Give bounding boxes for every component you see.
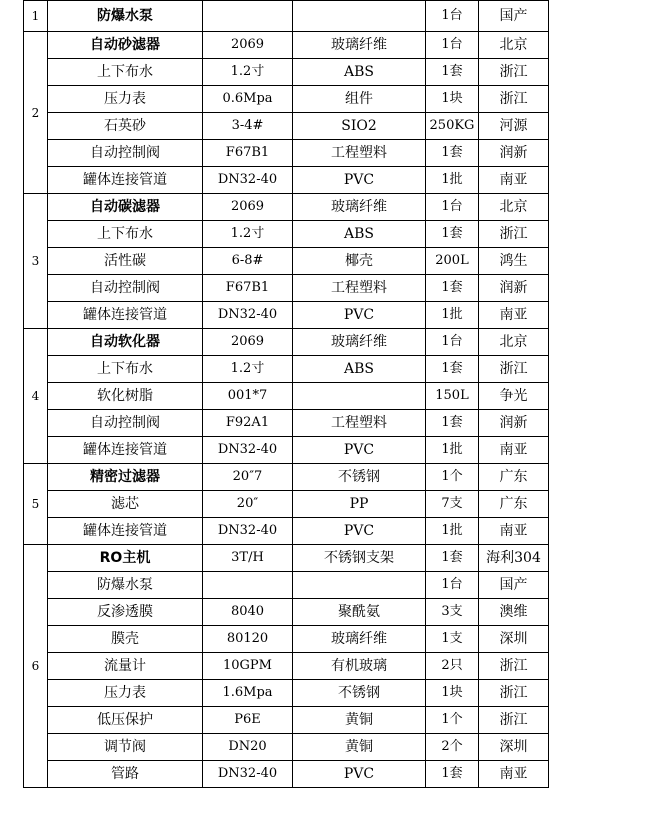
item-origin-cell: 浙江 — [479, 707, 549, 734]
item-name-cell: 精密过滤器 — [48, 464, 203, 491]
item-material-cell: 黄铜 — [293, 707, 426, 734]
item-quantity-cell: 1套 — [426, 356, 479, 383]
item-material-cell: ABS — [293, 221, 426, 248]
item-material-cell: PVC — [293, 302, 426, 329]
item-name-cell: 上下布水 — [48, 59, 203, 86]
item-spec-cell: 1.2寸 — [203, 59, 293, 86]
table-row — [24, 113, 549, 140]
item-spec-cell: F92A1 — [203, 410, 293, 437]
item-material-cell: ABS — [293, 356, 426, 383]
group-index-cell: 3 — [24, 194, 48, 329]
item-quantity-cell: 250KG — [426, 113, 479, 140]
item-name-cell: RO主机 — [48, 545, 203, 572]
item-origin-cell: 国产 — [479, 1, 549, 32]
table-row — [24, 383, 549, 410]
group-index-cell: 6 — [24, 545, 48, 788]
item-origin-cell: 国产 — [479, 572, 549, 599]
item-quantity-cell: 1块 — [426, 680, 479, 707]
item-origin-cell: 浙江 — [479, 653, 549, 680]
item-spec-cell: DN32-40 — [203, 167, 293, 194]
item-name-cell: 滤芯 — [48, 491, 203, 518]
item-origin-cell: 南亚 — [479, 518, 549, 545]
item-origin-cell: 鸿生 — [479, 248, 549, 275]
item-material-cell: 有机玻璃 — [293, 653, 426, 680]
item-material-cell: 聚酰氨 — [293, 599, 426, 626]
item-name-cell: 防爆水泵 — [48, 1, 203, 32]
item-quantity-cell: 200L — [426, 248, 479, 275]
item-quantity-cell: 1套 — [426, 545, 479, 572]
table-row — [24, 32, 549, 59]
item-name-cell: 上下布水 — [48, 221, 203, 248]
item-name-cell: 自动碳滤器 — [48, 194, 203, 221]
item-origin-cell: 浙江 — [479, 221, 549, 248]
table-row — [24, 491, 549, 518]
item-spec-cell: DN32-40 — [203, 761, 293, 788]
item-spec-cell: DN20 — [203, 734, 293, 761]
item-spec-cell: 001*7 — [203, 383, 293, 410]
item-quantity-cell: 1台 — [426, 32, 479, 59]
item-origin-cell: 广东 — [479, 464, 549, 491]
item-spec-cell: 3-4# — [203, 113, 293, 140]
item-name-cell: 石英砂 — [48, 113, 203, 140]
item-spec-cell: 0.6Mpa — [203, 86, 293, 113]
item-spec-cell: F67B1 — [203, 140, 293, 167]
item-spec-cell: DN32-40 — [203, 302, 293, 329]
item-origin-cell: 南亚 — [479, 437, 549, 464]
item-spec-cell: 80120 — [203, 626, 293, 653]
item-quantity-cell: 1批 — [426, 518, 479, 545]
item-quantity-cell: 3支 — [426, 599, 479, 626]
item-material-cell: PVC — [293, 761, 426, 788]
item-name-cell: 压力表 — [48, 86, 203, 113]
item-name-cell: 膜壳 — [48, 626, 203, 653]
item-material-cell — [293, 572, 426, 599]
item-material-cell: SIO2 — [293, 113, 426, 140]
item-spec-cell — [203, 572, 293, 599]
group-index-cell: 5 — [24, 464, 48, 545]
item-name-cell: 流量计 — [48, 653, 203, 680]
item-material-cell: 工程塑料 — [293, 140, 426, 167]
item-origin-cell: 南亚 — [479, 167, 549, 194]
item-material-cell: PVC — [293, 167, 426, 194]
item-name-cell: 自动控制阀 — [48, 410, 203, 437]
item-material-cell: 工程塑料 — [293, 410, 426, 437]
item-quantity-cell: 1台 — [426, 329, 479, 356]
item-quantity-cell: 2只 — [426, 653, 479, 680]
item-spec-cell: 6-8# — [203, 248, 293, 275]
item-name-cell: 调节阀 — [48, 734, 203, 761]
item-origin-cell: 争光 — [479, 383, 549, 410]
item-material-cell: PP — [293, 491, 426, 518]
item-quantity-cell: 1套 — [426, 761, 479, 788]
item-quantity-cell: 1套 — [426, 59, 479, 86]
item-origin-cell: 润新 — [479, 275, 549, 302]
item-spec-cell: 1.6Mpa — [203, 680, 293, 707]
table-row — [24, 707, 549, 734]
item-material-cell: 玻璃纤维 — [293, 194, 426, 221]
item-material-cell — [293, 383, 426, 410]
table-row — [24, 59, 549, 86]
table-row — [24, 680, 549, 707]
item-origin-cell: 润新 — [479, 140, 549, 167]
item-spec-cell: 2069 — [203, 329, 293, 356]
equipment-list-sheet — [23, 0, 548, 805]
item-origin-cell: 广东 — [479, 491, 549, 518]
item-name-cell: 软化树脂 — [48, 383, 203, 410]
table-row — [24, 86, 549, 113]
item-spec-cell: P6E — [203, 707, 293, 734]
item-spec-cell: 2069 — [203, 32, 293, 59]
item-quantity-cell: 1个 — [426, 707, 479, 734]
item-material-cell: 组件 — [293, 86, 426, 113]
table-row — [24, 329, 549, 356]
table-row — [24, 410, 549, 437]
item-origin-cell: 深圳 — [479, 626, 549, 653]
item-name-cell: 防爆水泵 — [48, 572, 203, 599]
item-name-cell: 活性碳 — [48, 248, 203, 275]
item-name-cell: 罐体连接管道 — [48, 167, 203, 194]
item-spec-cell: 20″ — [203, 491, 293, 518]
item-material-cell: ABS — [293, 59, 426, 86]
group-index-cell: 1 — [24, 1, 48, 32]
table-row — [24, 518, 549, 545]
table-row — [24, 167, 549, 194]
item-material-cell — [293, 1, 426, 32]
table-row — [24, 221, 549, 248]
item-quantity-cell: 1套 — [426, 410, 479, 437]
item-name-cell: 罐体连接管道 — [48, 518, 203, 545]
item-material-cell: 玻璃纤维 — [293, 626, 426, 653]
item-name-cell: 低压保护 — [48, 707, 203, 734]
table-row — [24, 599, 549, 626]
item-origin-cell: 海利304 — [479, 545, 549, 572]
item-material-cell: 玻璃纤维 — [293, 329, 426, 356]
item-spec-cell: DN32-40 — [203, 437, 293, 464]
item-name-cell: 罐体连接管道 — [48, 302, 203, 329]
item-spec-cell — [203, 1, 293, 32]
table-row — [24, 653, 549, 680]
table-row — [24, 194, 549, 221]
item-spec-cell: 20″7 — [203, 464, 293, 491]
table-row — [24, 275, 549, 302]
item-origin-cell: 澳维 — [479, 599, 549, 626]
item-spec-cell: 10GPM — [203, 653, 293, 680]
item-quantity-cell: 1个 — [426, 464, 479, 491]
item-name-cell: 罐体连接管道 — [48, 437, 203, 464]
table-row — [24, 626, 549, 653]
item-origin-cell: 南亚 — [479, 302, 549, 329]
item-quantity-cell: 150L — [426, 383, 479, 410]
item-name-cell: 压力表 — [48, 680, 203, 707]
item-spec-cell: 2069 — [203, 194, 293, 221]
group-index-cell: 2 — [24, 32, 48, 194]
item-material-cell: 不锈钢支架 — [293, 545, 426, 572]
item-material-cell: 黄铜 — [293, 734, 426, 761]
item-name-cell: 自动控制阀 — [48, 140, 203, 167]
item-material-cell: 玻璃纤维 — [293, 32, 426, 59]
table-row — [24, 734, 549, 761]
item-origin-cell: 南亚 — [479, 761, 549, 788]
item-quantity-cell: 1批 — [426, 167, 479, 194]
item-spec-cell: 1.2寸 — [203, 356, 293, 383]
item-quantity-cell: 1台 — [426, 572, 479, 599]
item-name-cell: 管路 — [48, 761, 203, 788]
item-name-cell: 自动控制阀 — [48, 275, 203, 302]
item-material-cell: PVC — [293, 518, 426, 545]
item-spec-cell: 1.2寸 — [203, 221, 293, 248]
item-quantity-cell: 1套 — [426, 221, 479, 248]
item-quantity-cell: 1套 — [426, 140, 479, 167]
item-quantity-cell: 1台 — [426, 1, 479, 32]
item-origin-cell: 浙江 — [479, 356, 549, 383]
item-origin-cell: 河源 — [479, 113, 549, 140]
table-row — [24, 248, 549, 275]
table-row — [24, 356, 549, 383]
item-quantity-cell: 1套 — [426, 275, 479, 302]
table-row — [24, 437, 549, 464]
item-spec-cell: DN32-40 — [203, 518, 293, 545]
item-quantity-cell: 1支 — [426, 626, 479, 653]
item-origin-cell: 深圳 — [479, 734, 549, 761]
table-row — [24, 572, 549, 599]
item-quantity-cell: 1批 — [426, 302, 479, 329]
item-origin-cell: 浙江 — [479, 86, 549, 113]
item-spec-cell: F67B1 — [203, 275, 293, 302]
group-index-cell: 4 — [24, 329, 48, 464]
item-quantity-cell: 1批 — [426, 437, 479, 464]
table-row — [24, 302, 549, 329]
table-row — [24, 761, 549, 788]
item-material-cell: 椰壳 — [293, 248, 426, 275]
table-row — [24, 545, 549, 572]
equipment-table — [23, 0, 549, 788]
item-origin-cell: 润新 — [479, 410, 549, 437]
item-quantity-cell: 2个 — [426, 734, 479, 761]
item-material-cell: 工程塑料 — [293, 275, 426, 302]
item-spec-cell: 3T/H — [203, 545, 293, 572]
item-quantity-cell: 1台 — [426, 194, 479, 221]
item-name-cell: 自动软化器 — [48, 329, 203, 356]
item-quantity-cell: 1块 — [426, 86, 479, 113]
item-origin-cell: 北京 — [479, 194, 549, 221]
item-name-cell: 上下布水 — [48, 356, 203, 383]
equipment-table-body — [24, 1, 549, 788]
item-quantity-cell: 7支 — [426, 491, 479, 518]
item-origin-cell: 北京 — [479, 329, 549, 356]
item-material-cell: 不锈钢 — [293, 680, 426, 707]
item-origin-cell: 北京 — [479, 32, 549, 59]
table-row — [24, 1, 549, 32]
item-origin-cell: 浙江 — [479, 680, 549, 707]
item-spec-cell: 8040 — [203, 599, 293, 626]
item-name-cell: 自动砂滤器 — [48, 32, 203, 59]
item-origin-cell: 浙江 — [479, 59, 549, 86]
item-material-cell: PVC — [293, 437, 426, 464]
table-row — [24, 140, 549, 167]
table-row — [24, 464, 549, 491]
item-material-cell: 不锈钢 — [293, 464, 426, 491]
item-name-cell: 反渗透膜 — [48, 599, 203, 626]
